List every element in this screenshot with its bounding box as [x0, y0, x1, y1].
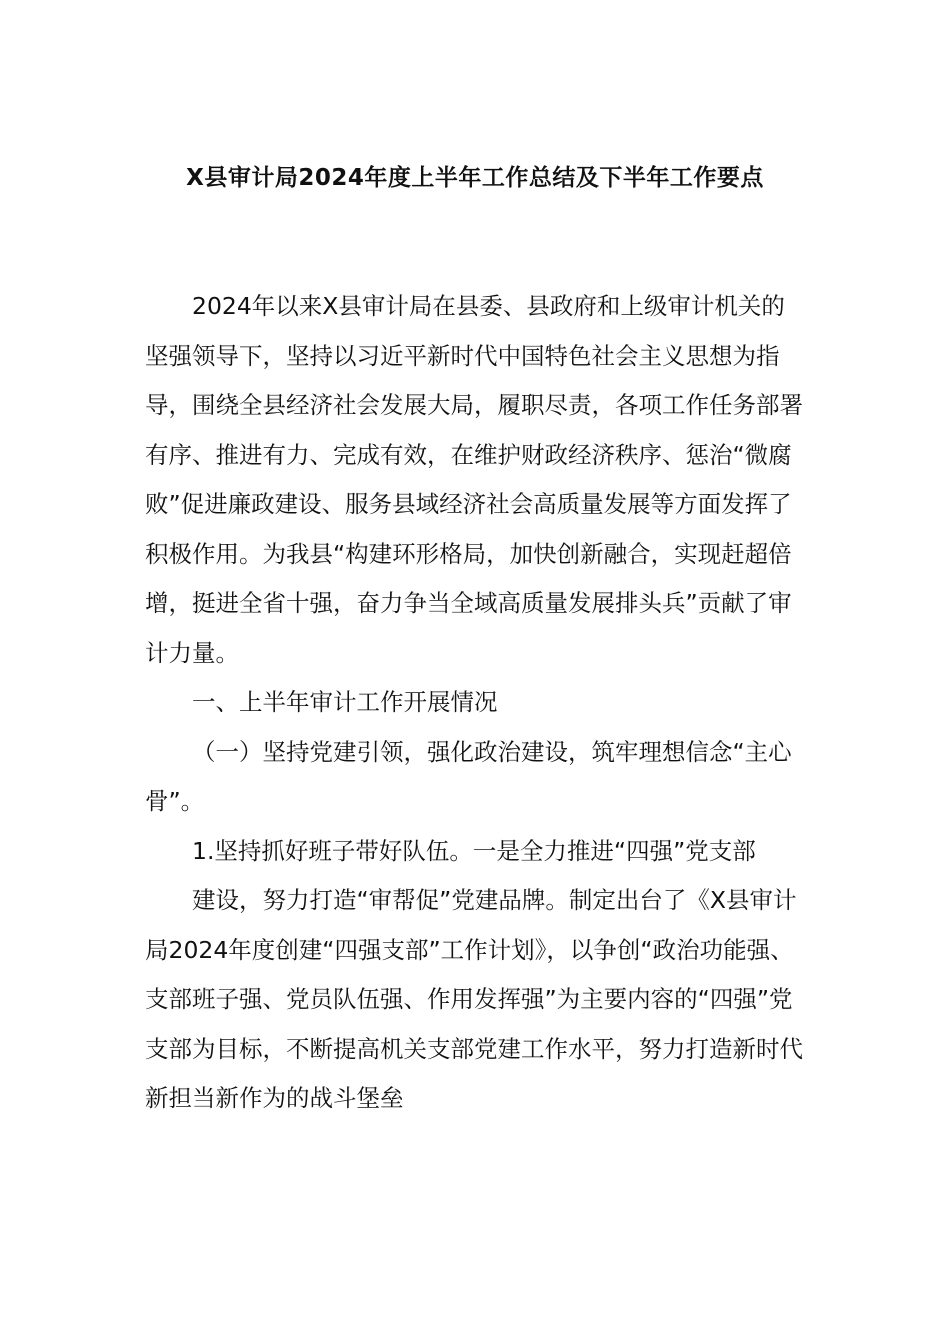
subsection-heading-1: （一）坚持党建引领，强化政治建设，筑牢理想信念“主心骨”。 [145, 737, 792, 815]
item-heading-1: 1.坚持抓好班子带好队伍。一是全力推进“四强”党支部 [192, 836, 756, 865]
paragraph-intro: 2024年以来X县审计局在县委、县政府和上级审计机关的坚强领导下，坚持以习近平新时代中国特色社会主义思想为指导，围绕全县经济社会发展大局，履职尽责，各项工作任务部署有序、推进有力、完成有效，在维护财政经济秩序、惩治“微腐败”促进廉政建设、服务县域经济社会高质量发展等方面发挥了积极作用。为我县“构建环形格局，加快创新融合，实现赶超倍增，挺进全省十强，奋力争当全域高质量发展排头兵”贡献了审计力量。 [145, 292, 803, 667]
section-heading-1: 一、上半年审计工作开展情况 [192, 688, 498, 716]
document-body [145, 282, 807, 1124]
paragraph-party-building: 建设，努力打造“审帮促”党建品牌。制定出台了《X县审计局2024年度创建“四强支部”工作计划》，以争创“政治功能强、支部班子强、党员队伍强、作用发挥强”为主要内容的“四强”党支部为目标，不断提高机关支部党建工作水平，努力打造新时代新担当新作为的战斗堡垒 [145, 886, 803, 1112]
document-title: X县审计局2024年度上半年工作总结及下半年工作要点 [186, 165, 764, 191]
